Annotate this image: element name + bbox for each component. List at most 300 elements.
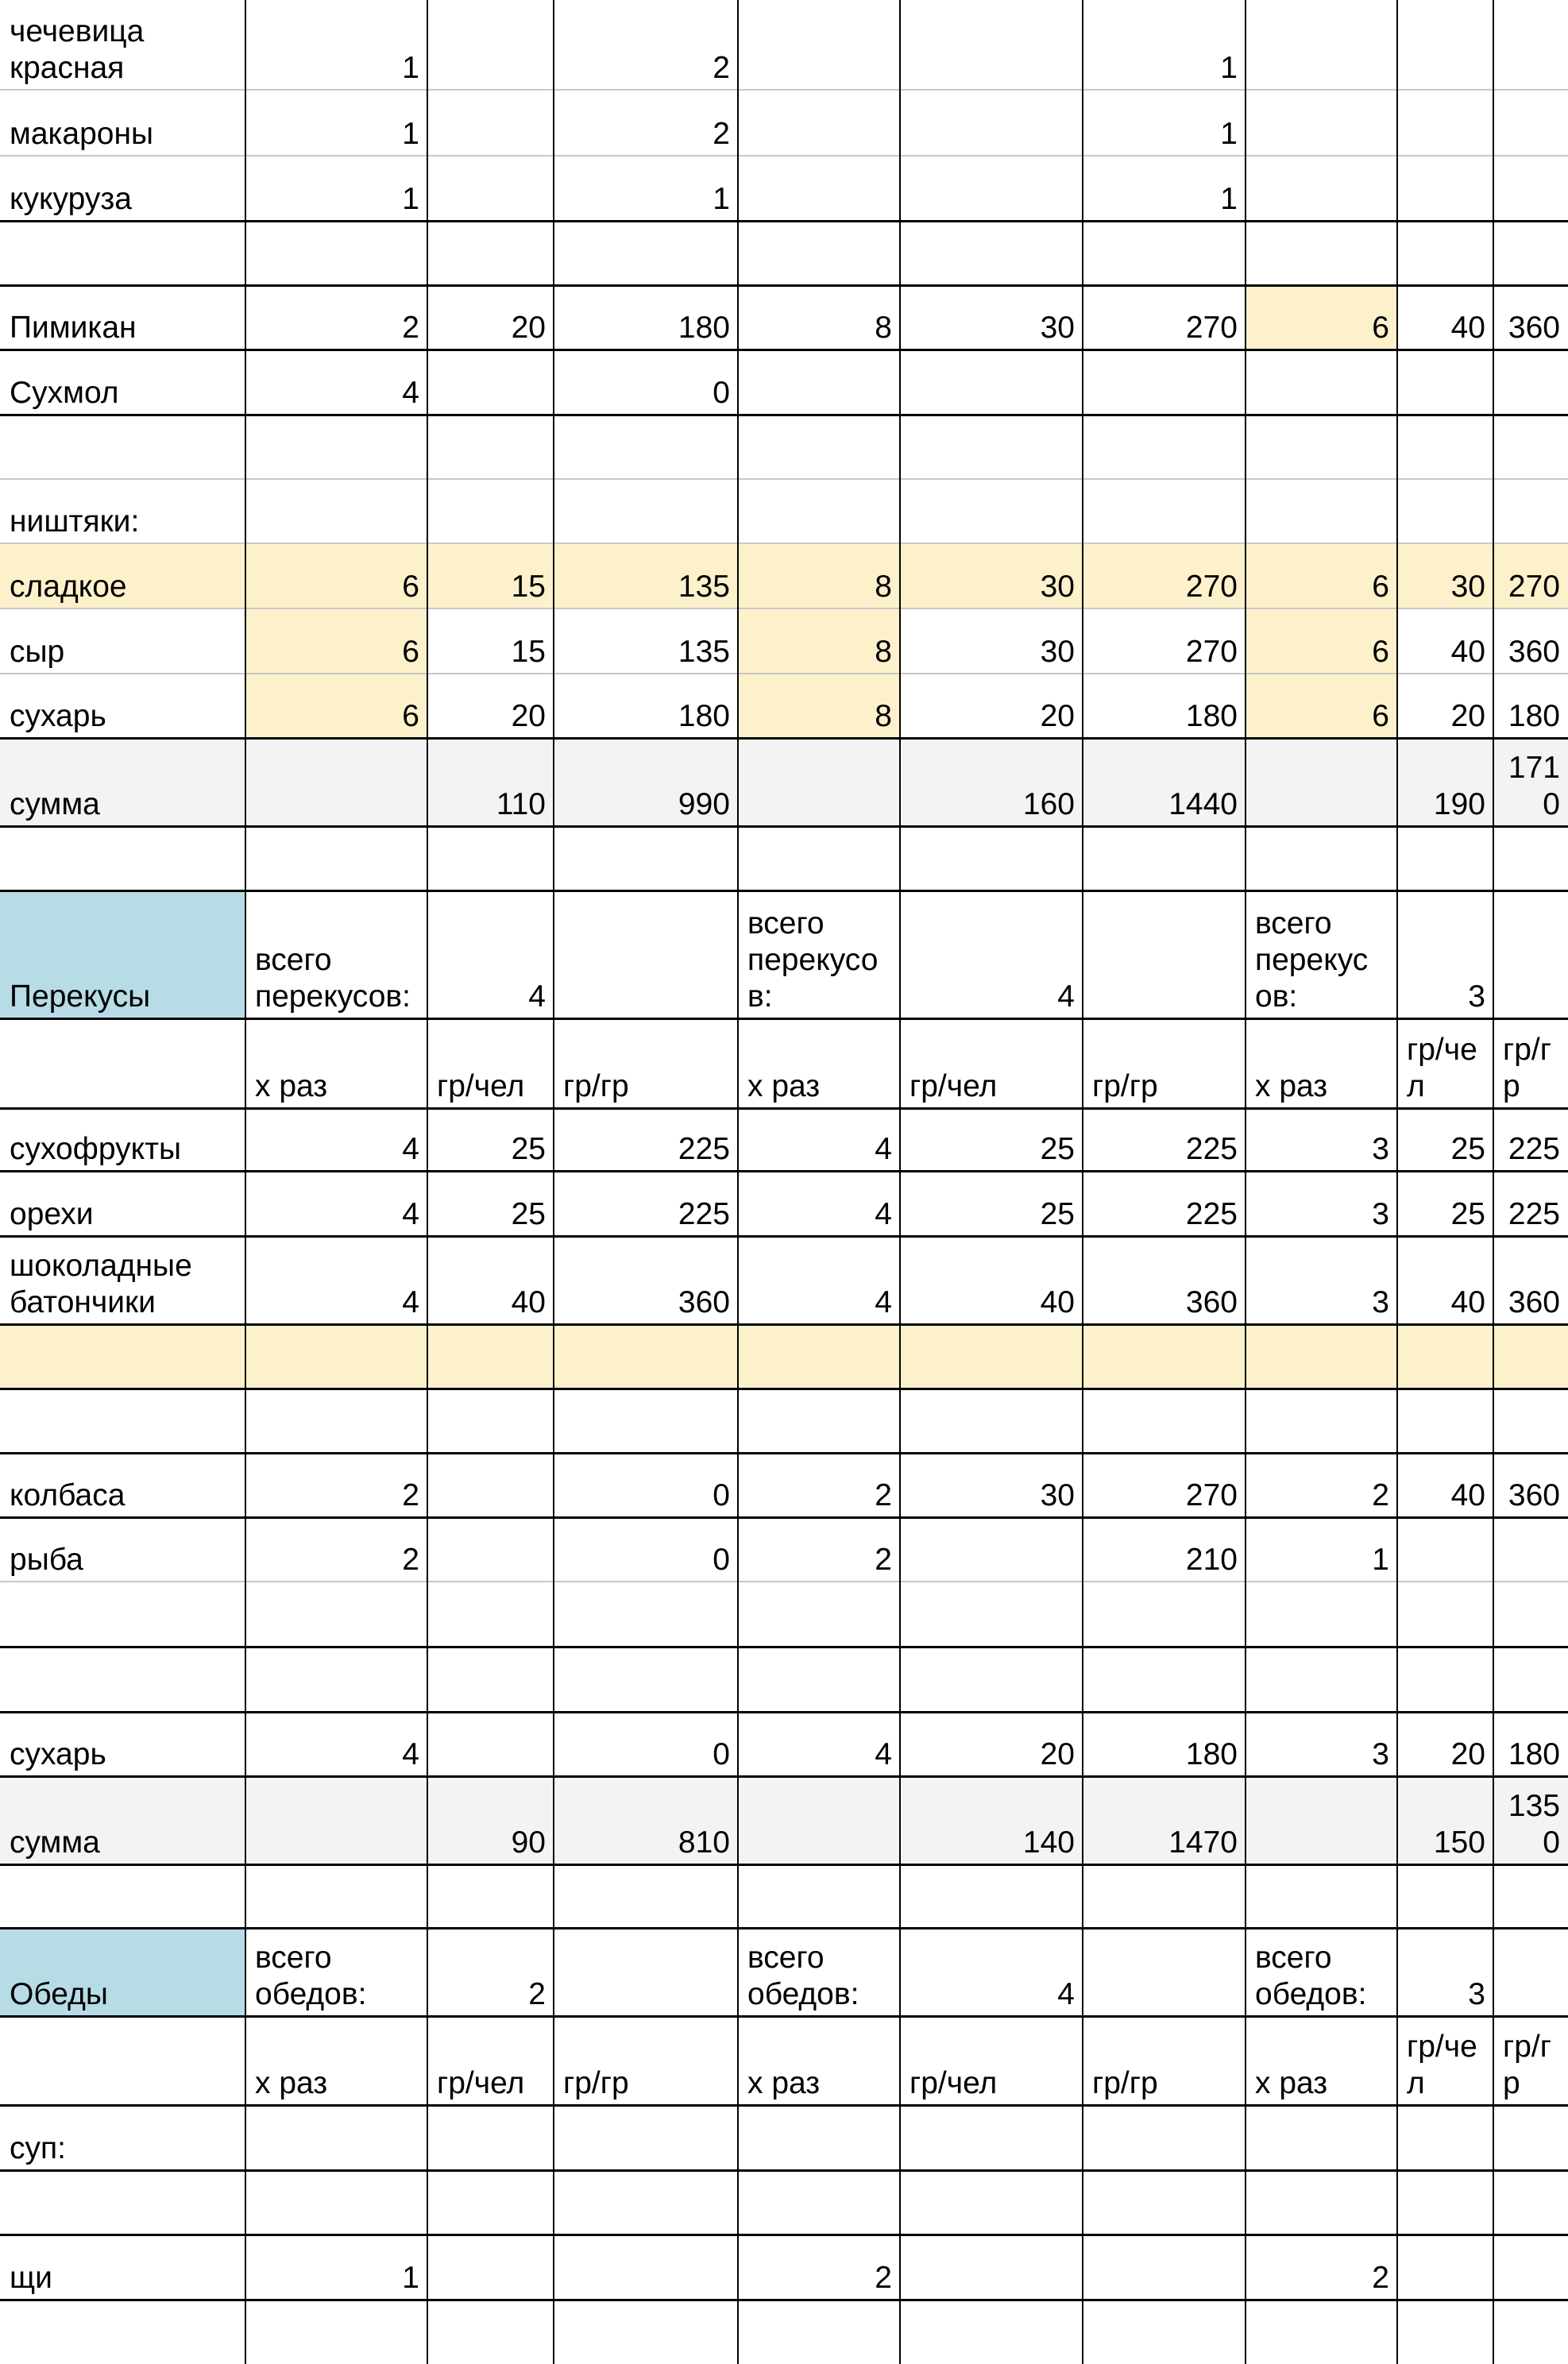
table-cell[interactable]: 150 [1397,1776,1493,1864]
table-cell[interactable] [1397,156,1493,221]
table-cell[interactable]: 360 [678,1285,730,1319]
table-cell[interactable] [1246,1582,1397,1647]
table-cell[interactable]: 360 [1508,1285,1560,1319]
table-cell[interactable] [427,90,554,156]
row-label-cell[interactable]: суп: [10,2131,66,2165]
table-cell[interactable] [427,1517,554,1582]
table-cell[interactable]: 2 [875,1478,892,1512]
table-cell[interactable] [738,2170,900,2235]
table-cell[interactable]: 2 [875,1543,892,1577]
table-cell[interactable] [245,1324,427,1389]
table-cell[interactable] [738,221,900,285]
table-cell[interactable]: 1 [402,2261,419,2295]
table-cell[interactable] [738,0,900,90]
table-cell[interactable]: 4 [875,1285,892,1319]
table-cell[interactable] [1397,221,1493,285]
table-cell[interactable]: 20 [1040,699,1075,733]
table-cell[interactable] [1083,350,1246,415]
table-cell[interactable]: х раз [255,2066,328,2100]
table-cell[interactable]: гр/чел [437,1069,525,1103]
table-cell[interactable]: 270 [1185,635,1238,669]
table-cell[interactable] [1397,0,1493,90]
table-cell[interactable] [427,1582,554,1647]
row-label-cell[interactable] [0,826,245,890]
table-cell[interactable] [900,1582,1083,1647]
table-cell[interactable]: 4 [402,1197,419,1231]
table-cell[interactable] [427,1712,554,1776]
table-cell[interactable] [1246,221,1397,285]
table-cell[interactable] [427,1647,554,1712]
table-cell[interactable]: гр/г р [1503,1033,1551,1103]
table-cell[interactable] [1083,1389,1246,1453]
table-cell[interactable] [1246,1864,1397,1928]
table-cell[interactable]: 990 [554,738,738,826]
table-cell[interactable]: 270 [1185,1478,1238,1512]
table-cell[interactable] [1246,1389,1397,1453]
table-cell[interactable]: 40 [1450,1285,1485,1319]
table-cell[interactable] [900,2170,1083,2235]
table-cell[interactable] [1397,1517,1493,1582]
table-cell[interactable]: 4 [1057,979,1075,1014]
table-cell[interactable]: гр/г р [1503,2030,1551,2100]
table-cell[interactable] [1246,738,1397,826]
table-cell[interactable]: 25 [1040,1132,1075,1166]
table-cell[interactable] [1083,2235,1246,2300]
table-cell[interactable]: гр/гр [563,2066,629,2100]
table-cell[interactable]: 180 [678,699,730,733]
table-cell[interactable] [900,479,1083,543]
table-cell[interactable] [1083,415,1246,479]
table-cell[interactable]: 20 [1450,699,1485,733]
table-cell[interactable] [427,2235,554,2300]
table-cell[interactable]: 40 [1450,1478,1485,1512]
table-cell[interactable] [900,415,1083,479]
table-cell[interactable] [245,415,427,479]
table-cell[interactable] [738,1389,900,1453]
table-cell[interactable]: 360 [1508,635,1560,669]
table-cell[interactable] [427,1389,554,1453]
table-cell[interactable] [554,221,738,285]
table-cell[interactable]: 0 [713,376,730,410]
table-cell[interactable] [245,2300,427,2364]
table-cell[interactable]: 180 [678,311,730,345]
table-cell[interactable]: 1440 [1083,738,1246,826]
table-cell[interactable]: 30 [900,543,1083,608]
table-cell[interactable] [1397,2235,1493,2300]
table-cell[interactable]: 180 [1508,1737,1560,1771]
table-cell[interactable] [427,0,554,90]
table-cell[interactable]: 1 [1220,182,1238,216]
table-cell[interactable] [900,2235,1083,2300]
table-cell[interactable]: 30 [1040,635,1075,669]
row-label-cell[interactable]: сухарь [10,699,106,733]
table-cell[interactable]: 6 [245,608,427,674]
row-label-cell[interactable]: сладкое [0,543,245,608]
row-label-cell[interactable] [0,1324,245,1389]
table-cell[interactable]: 1 [402,51,419,85]
table-cell[interactable]: 225 [1185,1132,1238,1166]
table-cell[interactable] [554,1928,738,2016]
row-label-cell[interactable] [0,1389,245,1453]
table-cell[interactable]: х раз [747,1069,821,1103]
table-cell[interactable] [1397,2300,1493,2364]
table-cell[interactable] [1246,2105,1397,2170]
table-cell[interactable] [427,415,554,479]
table-cell[interactable]: 2 [713,117,730,151]
table-cell[interactable] [1083,1582,1246,1647]
table-cell[interactable] [900,156,1083,221]
table-cell[interactable]: 1 [1372,1543,1389,1577]
table-cell[interactable]: 2 [713,51,730,85]
table-cell[interactable] [1397,1864,1493,1928]
table-cell[interactable]: 0 [713,1543,730,1577]
table-cell[interactable] [427,2105,554,2170]
table-cell[interactable]: 40 [1450,311,1485,345]
table-cell[interactable]: 160 [900,738,1083,826]
table-cell[interactable] [738,350,900,415]
table-cell[interactable] [554,2170,738,2235]
row-label-cell[interactable]: колбаса [10,1478,126,1512]
table-cell[interactable] [1246,1647,1397,1712]
table-cell[interactable]: гр/че л [1407,2030,1477,2100]
table-cell[interactable] [738,1864,900,1928]
table-cell[interactable]: 30 [1040,1478,1075,1512]
table-cell[interactable]: 210 [1185,1543,1238,1577]
row-label-cell[interactable] [0,1582,245,1647]
table-cell[interactable] [1246,90,1397,156]
row-label-cell[interactable]: шоколадные батончики [10,1249,192,1319]
table-cell[interactable] [245,2170,427,2235]
table-cell[interactable] [900,2300,1083,2364]
table-cell[interactable] [900,1647,1083,1712]
table-cell[interactable] [1246,1776,1397,1864]
table-cell[interactable] [427,156,554,221]
table-cell[interactable] [554,1582,738,1647]
table-cell[interactable]: 25 [511,1197,546,1231]
table-cell[interactable]: гр/че л [1407,1033,1477,1103]
table-cell[interactable] [900,221,1083,285]
table-cell[interactable]: 4 [402,1285,419,1319]
table-cell[interactable]: 20 [1040,1737,1075,1771]
table-cell[interactable] [245,1389,427,1453]
row-label-cell[interactable] [0,2300,245,2364]
table-cell[interactable] [900,1517,1083,1582]
table-cell[interactable]: 1470 [1083,1776,1246,1864]
table-cell[interactable]: 2 [1372,1478,1389,1512]
table-cell[interactable]: 20 [511,311,546,345]
table-cell[interactable]: 2 [875,2261,892,2295]
table-cell[interactable] [1397,415,1493,479]
table-cell[interactable] [1083,890,1246,1018]
row-label-cell[interactable] [0,221,245,285]
row-label-cell[interactable]: сухофрукты [10,1132,181,1166]
table-cell[interactable] [1493,890,1568,1018]
table-cell[interactable]: 3 [1468,979,1485,1014]
table-cell[interactable]: 2 [402,1478,419,1512]
table-cell[interactable]: 3 [1372,1737,1389,1771]
table-cell[interactable] [1246,2300,1397,2364]
row-label-cell[interactable] [0,2016,245,2105]
table-cell[interactable] [245,738,427,826]
table-cell[interactable] [738,415,900,479]
table-cell[interactable] [427,1864,554,1928]
table-cell[interactable] [738,479,900,543]
table-cell[interactable]: 360 [1508,311,1560,345]
table-cell[interactable]: 6 [1246,674,1397,738]
table-cell[interactable]: 4 [875,1197,892,1231]
table-cell[interactable]: 180 [1508,699,1560,733]
table-cell[interactable] [1493,1517,1568,1582]
table-cell[interactable]: 2 [402,1543,419,1577]
table-cell[interactable]: 3 [1468,1977,1485,2011]
table-cell[interactable]: х раз [1255,2066,1328,2100]
table-cell[interactable]: 25 [1450,1197,1485,1231]
table-cell[interactable]: 90 [427,1776,554,1864]
table-cell[interactable]: 360 [1508,1478,1560,1512]
row-label-cell[interactable]: Перекусы [0,890,245,1018]
row-label-cell[interactable]: сыр [10,635,65,669]
table-cell[interactable] [1083,1647,1246,1712]
table-cell[interactable] [1397,350,1493,415]
table-cell[interactable] [554,479,738,543]
table-cell[interactable] [554,2105,738,2170]
table-cell[interactable] [738,2300,900,2364]
row-label-cell[interactable] [0,1864,245,1928]
table-cell[interactable] [1083,1864,1246,1928]
table-cell[interactable]: 1 [1220,117,1238,151]
table-cell[interactable] [1397,1647,1493,1712]
table-cell[interactable]: 360 [1185,1285,1238,1319]
table-cell[interactable]: х раз [1255,1069,1328,1103]
table-cell[interactable] [427,826,554,890]
row-label-cell[interactable] [0,1647,245,1712]
table-cell[interactable] [1083,1324,1246,1389]
table-cell[interactable] [554,2300,738,2364]
table-cell[interactable] [1493,2235,1568,2300]
table-cell[interactable] [245,221,427,285]
table-cell[interactable] [900,0,1083,90]
table-cell[interactable] [1083,1928,1246,2016]
table-cell[interactable] [1246,2170,1397,2235]
table-cell[interactable]: 180 [1185,699,1238,733]
table-cell[interactable]: х раз [747,2066,821,2100]
table-cell[interactable]: 1 [402,117,419,151]
table-cell[interactable]: всего обедов: [747,1941,859,2011]
table-cell[interactable] [1083,2300,1246,2364]
table-cell[interactable]: 225 [678,1197,730,1231]
table-cell[interactable]: 6 [1246,608,1397,674]
table-cell[interactable]: 190 [1397,738,1493,826]
table-cell[interactable] [554,826,738,890]
table-cell[interactable] [738,156,900,221]
table-cell[interactable]: 40 [1040,1285,1075,1319]
row-label-cell[interactable]: орехи [10,1197,94,1231]
table-cell[interactable]: 4 [528,979,546,1014]
table-cell[interactable] [1083,2170,1246,2235]
table-cell[interactable]: всего перекусов: [255,943,411,1014]
table-cell[interactable]: 8 [875,311,892,345]
table-cell[interactable] [1083,221,1246,285]
table-cell[interactable]: 30 [1397,543,1493,608]
table-cell[interactable] [554,1389,738,1453]
table-cell[interactable] [1493,1324,1568,1389]
table-cell[interactable]: 135 [678,635,730,669]
row-label-cell[interactable]: Пимикан [10,311,137,345]
table-cell[interactable] [427,1324,554,1389]
table-cell[interactable] [427,2170,554,2235]
table-cell[interactable]: гр/гр [1092,1069,1158,1103]
table-cell[interactable]: 6 [245,674,427,738]
table-cell[interactable]: 20 [1450,1737,1485,1771]
table-cell[interactable]: 2 [1372,2261,1389,2295]
table-cell[interactable]: 4 [875,1737,892,1771]
table-cell[interactable]: 2 [528,1977,546,2011]
table-cell[interactable]: 135 [554,543,738,608]
table-cell[interactable] [1246,156,1397,221]
table-cell[interactable]: 171 0 [1493,738,1568,826]
table-cell[interactable]: 270 [1185,311,1238,345]
table-cell[interactable] [738,1776,900,1864]
table-cell[interactable] [1246,479,1397,543]
row-label-cell[interactable]: Сухмол [10,376,119,410]
table-cell[interactable] [427,2300,554,2364]
table-cell[interactable]: 270 [1493,543,1568,608]
table-cell[interactable]: 225 [678,1132,730,1166]
row-label-cell[interactable]: ништяки: [10,504,140,539]
table-cell[interactable] [1397,479,1493,543]
table-cell[interactable] [738,2105,900,2170]
table-cell[interactable]: 1 [713,182,730,216]
table-cell[interactable] [1397,90,1493,156]
table-cell[interactable] [1397,1389,1493,1453]
table-cell[interactable] [245,1776,427,1864]
table-cell[interactable] [427,1453,554,1517]
table-cell[interactable] [1397,1324,1493,1389]
table-cell[interactable] [554,1324,738,1389]
table-cell[interactable]: 3 [1372,1285,1389,1319]
table-cell[interactable]: гр/гр [1092,2066,1158,2100]
table-cell[interactable]: 25 [511,1132,546,1166]
table-cell[interactable] [554,1647,738,1712]
row-label-cell[interactable]: сумма [0,1776,245,1864]
table-cell[interactable] [1246,826,1397,890]
table-cell[interactable]: 0 [713,1478,730,1512]
table-cell[interactable]: 6 [245,543,427,608]
table-cell[interactable] [1083,826,1246,890]
row-label-cell[interactable]: кукуруза [10,182,132,216]
table-cell[interactable]: 0 [713,1737,730,1771]
row-label-cell[interactable] [0,415,245,479]
row-label-cell[interactable]: рыба [10,1543,83,1577]
table-cell[interactable] [1083,2105,1246,2170]
table-cell[interactable]: 110 [427,738,554,826]
table-cell[interactable] [1246,1324,1397,1389]
table-cell[interactable] [900,1864,1083,1928]
table-cell[interactable] [900,1324,1083,1389]
table-cell[interactable]: 6 [1246,543,1397,608]
table-cell[interactable] [554,1864,738,1928]
table-cell[interactable]: 2 [402,311,419,345]
table-cell[interactable]: всего обедов: [1255,1941,1367,2011]
table-cell[interactable] [1246,0,1397,90]
table-cell[interactable] [245,2105,427,2170]
table-cell[interactable]: х раз [255,1069,328,1103]
row-label-cell[interactable] [0,2170,245,2235]
table-cell[interactable] [738,738,900,826]
table-cell[interactable]: 810 [554,1776,738,1864]
table-cell[interactable] [1397,826,1493,890]
row-label-cell[interactable]: сухарь [10,1737,106,1771]
table-cell[interactable]: 180 [1185,1737,1238,1771]
table-cell[interactable]: 8 [738,543,900,608]
table-cell[interactable]: 225 [1508,1197,1560,1231]
table-cell[interactable]: всего перекус ов: [1255,906,1369,1014]
table-cell[interactable]: 3 [1372,1197,1389,1231]
table-cell[interactable] [245,1864,427,1928]
table-cell[interactable]: 4 [875,1132,892,1166]
table-cell[interactable] [554,2235,738,2300]
table-cell[interactable]: 225 [1508,1132,1560,1166]
row-label-cell[interactable] [0,1018,245,1108]
table-cell[interactable] [738,90,900,156]
table-cell[interactable]: всего обедов: [255,1941,367,2011]
table-cell[interactable]: 4 [402,1737,419,1771]
table-cell[interactable] [1397,2105,1493,2170]
table-cell[interactable] [738,1647,900,1712]
table-cell[interactable] [900,350,1083,415]
row-label-cell[interactable]: Обеды [0,1928,245,2016]
table-cell[interactable]: 8 [738,674,900,738]
table-cell[interactable]: 30 [1040,311,1075,345]
row-label-cell[interactable]: чечевица красная [10,14,145,85]
table-cell[interactable]: 140 [900,1776,1083,1864]
table-cell[interactable]: 25 [1450,1132,1485,1166]
table-cell[interactable] [245,1647,427,1712]
table-cell[interactable] [554,890,738,1018]
table-cell[interactable] [245,1582,427,1647]
table-cell[interactable]: 8 [738,608,900,674]
table-cell[interactable] [1246,415,1397,479]
table-cell[interactable] [738,1324,900,1389]
table-cell[interactable] [1493,350,1568,415]
table-cell[interactable] [738,826,900,890]
table-cell[interactable]: 6 [1246,285,1397,350]
table-cell[interactable] [1246,350,1397,415]
table-cell[interactable]: 15 [427,543,554,608]
table-cell[interactable]: гр/гр [563,1069,629,1103]
row-label-cell[interactable]: щи [10,2261,52,2295]
table-cell[interactable]: 20 [511,699,546,733]
row-label-cell[interactable]: сумма [0,738,245,826]
table-cell[interactable] [1397,1582,1493,1647]
table-cell[interactable] [1083,479,1246,543]
table-cell[interactable]: всего перекусо в: [747,906,879,1014]
table-cell[interactable] [900,2105,1083,2170]
table-cell[interactable]: гр/чел [910,1069,998,1103]
table-cell[interactable]: 135 0 [1493,1776,1568,1864]
table-cell[interactable] [245,826,427,890]
table-cell[interactable] [427,350,554,415]
table-cell[interactable] [427,479,554,543]
table-cell[interactable]: 15 [511,635,546,669]
table-cell[interactable]: 225 [1185,1197,1238,1231]
table-cell[interactable] [900,1389,1083,1453]
table-cell[interactable] [245,479,427,543]
table-cell[interactable] [738,1582,900,1647]
table-cell[interactable]: гр/чел [910,2066,998,2100]
table-cell[interactable] [900,90,1083,156]
table-cell[interactable] [1397,2170,1493,2235]
